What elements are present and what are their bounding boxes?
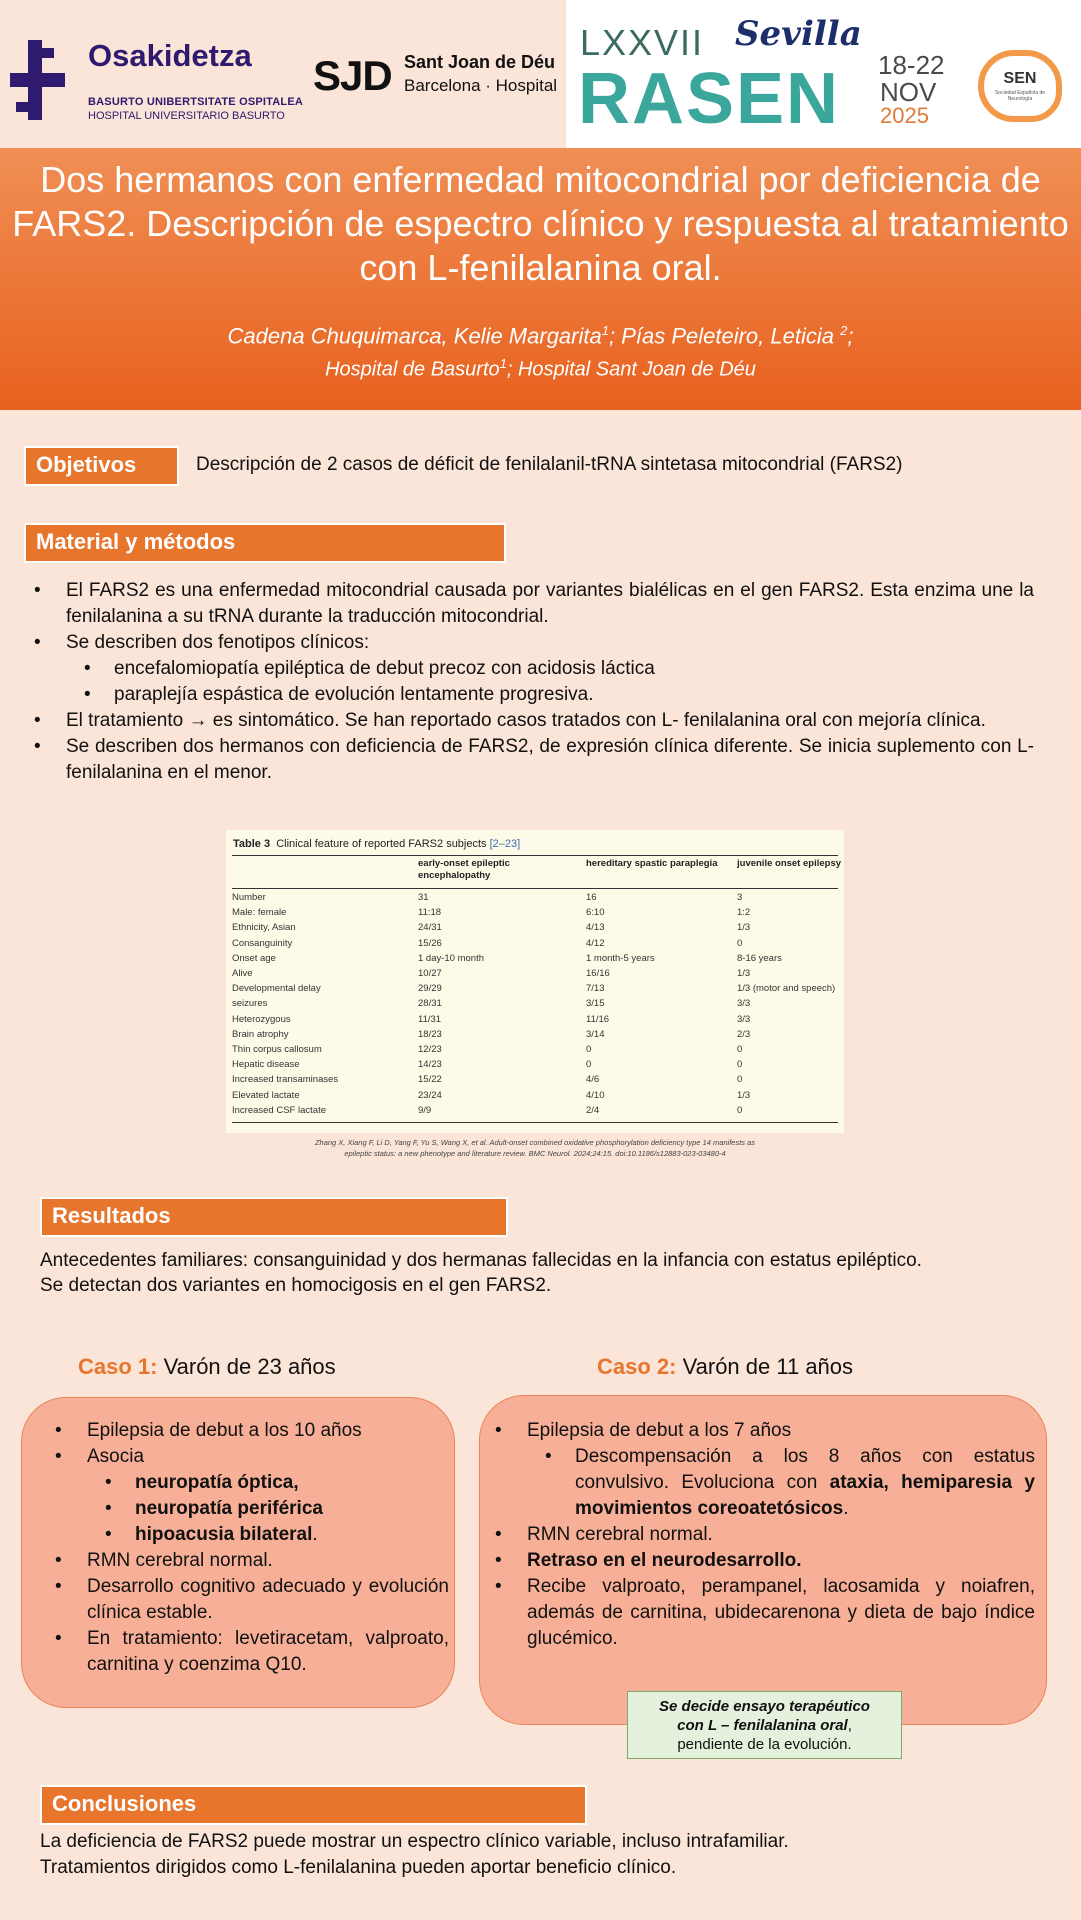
table-cell: 14/23 — [418, 1059, 442, 1071]
caso1-s3-end: . — [312, 1524, 318, 1545]
table-cell: 6:10 — [586, 907, 605, 919]
table-cell: 7/13 — [586, 983, 605, 995]
section-resultados: Resultados — [40, 1197, 508, 1237]
caso2-heading — [597, 1354, 853, 1380]
table-cell: 11/16 — [586, 1013, 610, 1025]
list-item: • Se describen dos fenotipos clínicos: — [32, 630, 1034, 656]
list-item: • Recibe valproato, perampanel, lacosamida y noiafren, además de carnitina, ubidecarenona y dieta de bajo índice glucémico. — [495, 1574, 1035, 1652]
table-cell: Brain atrophy — [232, 1028, 289, 1040]
conclusion-line: Tratamientos dirigidos como L-fenilalanina pueden aportar beneficio clínico. — [40, 1857, 677, 1878]
caso2-subtitle: Varón de 11 años — [676, 1354, 854, 1379]
table-cell: 0 — [586, 1059, 592, 1071]
osakidetza-subtitle-2: HOSPITAL UNIVERSITARIO BASURTO — [88, 110, 285, 122]
note-line — [628, 1697, 901, 1716]
list-item: • RMN cerebral normal. — [495, 1522, 1035, 1548]
rasen-wordmark: RASEN — [578, 59, 841, 139]
list-subitem: • paraplejía espástica de evolución lentamente progresiva. — [32, 682, 1034, 708]
rasen-year: 2025 — [880, 103, 929, 128]
osakidetza-subtitle-1: BASURTO UNIBERTSITATE OSPITALEA — [88, 96, 304, 108]
resultados-text — [40, 1248, 1030, 1298]
table-cell: 1/3 — [737, 1089, 751, 1101]
osakidetza-name: Osakidetza — [88, 38, 252, 73]
table-cell: 28/31 — [418, 998, 442, 1010]
authors-line — [10, 317, 1071, 350]
table-header: early-onset epileptic encephalopathy — [418, 858, 510, 881]
table-cell: Increased transaminases — [232, 1074, 339, 1086]
rasen-days: 18-22 — [878, 50, 945, 80]
table-row — [232, 1105, 838, 1120]
author-1: Cadena Chuquimarca, Kelie Margarita — [227, 323, 602, 349]
caso2-s1c: . — [843, 1498, 849, 1519]
list-subitem — [55, 1496, 449, 1522]
rasen-edition: LXXVII — [580, 22, 705, 63]
table-cell: Developmental delay — [232, 983, 321, 995]
table-cell: 3/14 — [586, 1028, 605, 1040]
table-cell: 2/3 — [737, 1028, 751, 1040]
conclusiones-text — [40, 1829, 1030, 1881]
table-cell: 24/31 — [418, 922, 442, 934]
caso1-s1: neuropatía óptica, — [135, 1472, 299, 1493]
table-row — [232, 1090, 838, 1105]
table-cell: 4/6 — [586, 1074, 600, 1086]
table-cell: 18/23 — [418, 1028, 442, 1040]
resultados-line: Antecedentes familiares: consanguinidad y dos hermanas fallecidas en la infancia con estatus epiléptico. — [40, 1250, 922, 1271]
table-cell: 12/23 — [418, 1044, 442, 1055]
table-cell: 0 — [737, 1044, 743, 1055]
sjd-name: Sant Joan de Déu — [404, 52, 556, 72]
affiliation-2: ; Hospital Sant Joan de Déu — [506, 358, 756, 381]
rasen-month: NOV — [880, 77, 937, 107]
poster-title: Dos hermanos con enfermedad mitocondrial por deficiencia de FARS2. Descripción de espectro clínico y respuesta al tratamiento con L-fenilalanina oral. — [12, 159, 1069, 288]
author-sep: ; — [608, 323, 622, 349]
list-item: • El tratamiento → es sintomático. Se han reportado casos tratados con L- fenilalanina oral con mejoría clínica. — [32, 708, 1034, 734]
sen-logo-icon — [978, 50, 1062, 122]
table-cell: 3/15 — [586, 998, 605, 1010]
list-subitem — [55, 1470, 449, 1496]
objetivos-text: Descripción de 2 casos de déficit de fenilalanil-tRNA sintetasa mitocondrial (FARS2) — [196, 454, 903, 475]
caso2-label: Caso 2: — [597, 1354, 677, 1379]
table-caption — [233, 838, 520, 850]
sjd-subtitle: Barcelona · Hospital — [404, 76, 558, 95]
list-item: • En tratamiento: levetiracetam, valproato, carnitina y coenzima Q10. — [55, 1626, 449, 1678]
table-caption-ref: [2–23] — [489, 838, 521, 850]
table-cell: 1/3 (motor and speech) — [737, 983, 836, 995]
author-2-affil: 2 — [840, 323, 848, 338]
table-cell: seizures — [232, 998, 268, 1010]
table-cell: 4/12 — [586, 937, 605, 949]
table-reference-line: Zhang X, Xiang F, Li D, Yang F, Yu S, Wang X, et al. Adult-onset combined oxidative phosphorylation deficiency type 14 manifests as — [314, 1138, 756, 1147]
affiliation-1: Hospital de Basurto — [325, 358, 500, 381]
list-item: • Desarrollo cognitivo adecuado y evolución clínica estable. — [55, 1574, 449, 1626]
table-cell: Consanguinity — [232, 937, 293, 949]
table-cell: 10/27 — [418, 968, 442, 979]
table-row — [232, 953, 838, 968]
table-row — [232, 907, 838, 922]
note-l2a: con L – fenilalanina oral — [677, 1717, 848, 1734]
author-2: Pías Peleteiro, Leticia — [621, 323, 841, 349]
table-cell: 1/3 — [737, 922, 751, 934]
caso2-s1a: Descompensación a los 8 años con estatus convulsivo. Evoluciona con — [575, 1446, 1035, 1493]
note-line: pendiente de la evolución. — [677, 1736, 852, 1753]
section-conclusiones: Conclusiones — [40, 1785, 587, 1825]
table-cell: 9/9 — [418, 1104, 432, 1116]
caso1-heading — [78, 1354, 336, 1380]
caso1-label: Caso 1: — [78, 1354, 158, 1379]
list-item: • Asocia — [55, 1444, 449, 1470]
table-cell: 1 day-10 month — [418, 952, 485, 964]
material-list — [32, 578, 1034, 786]
table-header: juvenile onset epilepsy — [737, 858, 842, 869]
sen-subtitle: Sociedad Española de Neurología — [994, 90, 1046, 102]
authors-block — [10, 317, 1071, 384]
table-cell: 2/4 — [586, 1104, 600, 1116]
table-row — [232, 998, 838, 1013]
list-item — [495, 1548, 1035, 1574]
table-row — [232, 938, 838, 953]
caso2-s1b: ataxia, hemiparesia y movimientos coreoatetósicos — [575, 1472, 1035, 1519]
caso1-s3: hipoacusia bilateral — [135, 1524, 313, 1545]
table-cell: 31 — [418, 892, 429, 903]
list-subitem: • encefalomiopatía epiléptica de debut precoz con acidosis láctica — [32, 656, 1034, 682]
rasen-city: Sevilla — [735, 14, 862, 54]
list-item: • Se describen dos hermanos con deficiencia de FARS2, de expresión clínica diferente. Se inicia suplemento con L- fenilalanina en el menor. — [32, 734, 1034, 786]
author-end: ; — [847, 323, 854, 349]
table-row — [232, 1014, 838, 1029]
table-header: hereditary spastic paraplegia — [586, 858, 718, 869]
table-cell: 0 — [737, 1074, 743, 1086]
note-l2b: , — [847, 1717, 852, 1734]
affiliation-1-num: 1 — [499, 356, 507, 372]
table-cell: Onset age — [232, 952, 276, 964]
sjd-logo-mark: SJD — [313, 52, 392, 99]
table-cell: 16/16 — [586, 968, 610, 979]
table-cell: 1/3 — [737, 968, 751, 979]
table-bottom-rule — [232, 1122, 838, 1123]
table-cell: Hepatic disease — [232, 1059, 300, 1071]
list-subitem — [55, 1522, 449, 1548]
table-row — [232, 983, 838, 998]
list-subitem — [495, 1444, 1035, 1522]
table-cell: 29/29 — [418, 983, 442, 995]
table-cell: Heterozygous — [232, 1013, 291, 1025]
table-row — [232, 1059, 838, 1074]
table-reference-line: epileptic status: a new phenotype and literature review. BMC Neurol. 2024;24:15. doi:10.1186/s12883-023-03480-4 — [344, 1149, 726, 1158]
list-item: • Epilepsia de debut a los 10 años — [55, 1418, 449, 1444]
table-cell: 8-16 years — [737, 952, 782, 964]
note-l1: Se decide ensayo terapéutico — [659, 1698, 870, 1715]
list-item: • RMN cerebral normal. — [55, 1548, 449, 1574]
table-cell: Ethnicity, Asian — [232, 922, 296, 934]
table-row — [232, 892, 838, 907]
caso1-list — [55, 1418, 449, 1678]
caso1-subtitle: Varón de 23 años — [157, 1354, 336, 1379]
table-cell: 11:18 — [418, 907, 442, 919]
list-item: • Epilepsia de debut a los 7 años — [495, 1418, 1035, 1444]
table-cell: 1:2 — [737, 907, 751, 919]
list-item: • El FARS2 es una enfermedad mitocondrial causada por variantes bialélicas en el gen FARS2. Esta enzima une la fenilalanina a su tRNA durante la traducción mitocondrial. — [32, 578, 1034, 630]
table-cell: Number — [232, 892, 266, 903]
table-cell: 11/31 — [418, 1013, 442, 1025]
table-cell: 15/26 — [418, 937, 442, 949]
table-cell: 0 — [737, 937, 743, 949]
table-cell: Thin corpus callosum — [232, 1044, 322, 1055]
osakidetza-logo-icon — [10, 40, 65, 120]
table-cell: 4/13 — [586, 922, 605, 934]
table-row — [232, 1029, 838, 1044]
caso1-s2: neuropatía periférica — [135, 1498, 323, 1519]
table-cell: Increased CSF lactate — [232, 1104, 326, 1116]
table-cell: 16 — [586, 892, 597, 903]
caso2-i3: Retraso en el neurodesarrollo. — [527, 1550, 802, 1571]
treatment-note — [627, 1691, 902, 1759]
table-row — [232, 922, 838, 937]
table-cell: 3 — [737, 892, 743, 903]
author-1-affil: 1 — [601, 323, 609, 338]
sen-mark: SEN — [1003, 70, 1037, 87]
table-cell: 3/3 — [737, 998, 751, 1010]
table-reference — [226, 1137, 844, 1159]
table-top-rule — [232, 855, 838, 856]
conclusion-line: La deficiencia de FARS2 puede mostrar un espectro clínico variable, incluso intrafamiliar. — [40, 1831, 789, 1852]
table-cell: 15/22 — [418, 1074, 442, 1086]
table-cell: 3/3 — [737, 1013, 751, 1025]
table-cell: Alive — [232, 968, 253, 979]
table-label: Table 3 — [233, 838, 271, 850]
table-cell: 23/24 — [418, 1089, 442, 1101]
table-caption-text: Clinical feature of reported FARS2 subjects — [276, 838, 487, 850]
affiliations-line — [10, 350, 1071, 384]
table-cell: 1 month-5 years — [586, 952, 655, 964]
caso2-list — [495, 1418, 1035, 1652]
table-row — [232, 968, 838, 983]
table-cell: 0 — [737, 1059, 743, 1071]
table-cell: 0 — [737, 1104, 743, 1116]
table-cell: 0 — [586, 1044, 592, 1055]
resultados-line: Se detectan dos variantes en homocigosis en el gen FARS2. — [40, 1275, 552, 1296]
table-cell: Elevated lactate — [232, 1089, 300, 1101]
table-row — [232, 1074, 838, 1089]
section-material-metodos: Material y métodos — [24, 523, 506, 563]
table-cell: Male: female — [232, 907, 287, 919]
section-objetivos: Objetivos — [24, 446, 179, 486]
table-header-rule — [232, 888, 838, 889]
table-cell: 4/10 — [586, 1089, 605, 1101]
table-row — [232, 1044, 838, 1059]
note-line — [628, 1716, 901, 1735]
